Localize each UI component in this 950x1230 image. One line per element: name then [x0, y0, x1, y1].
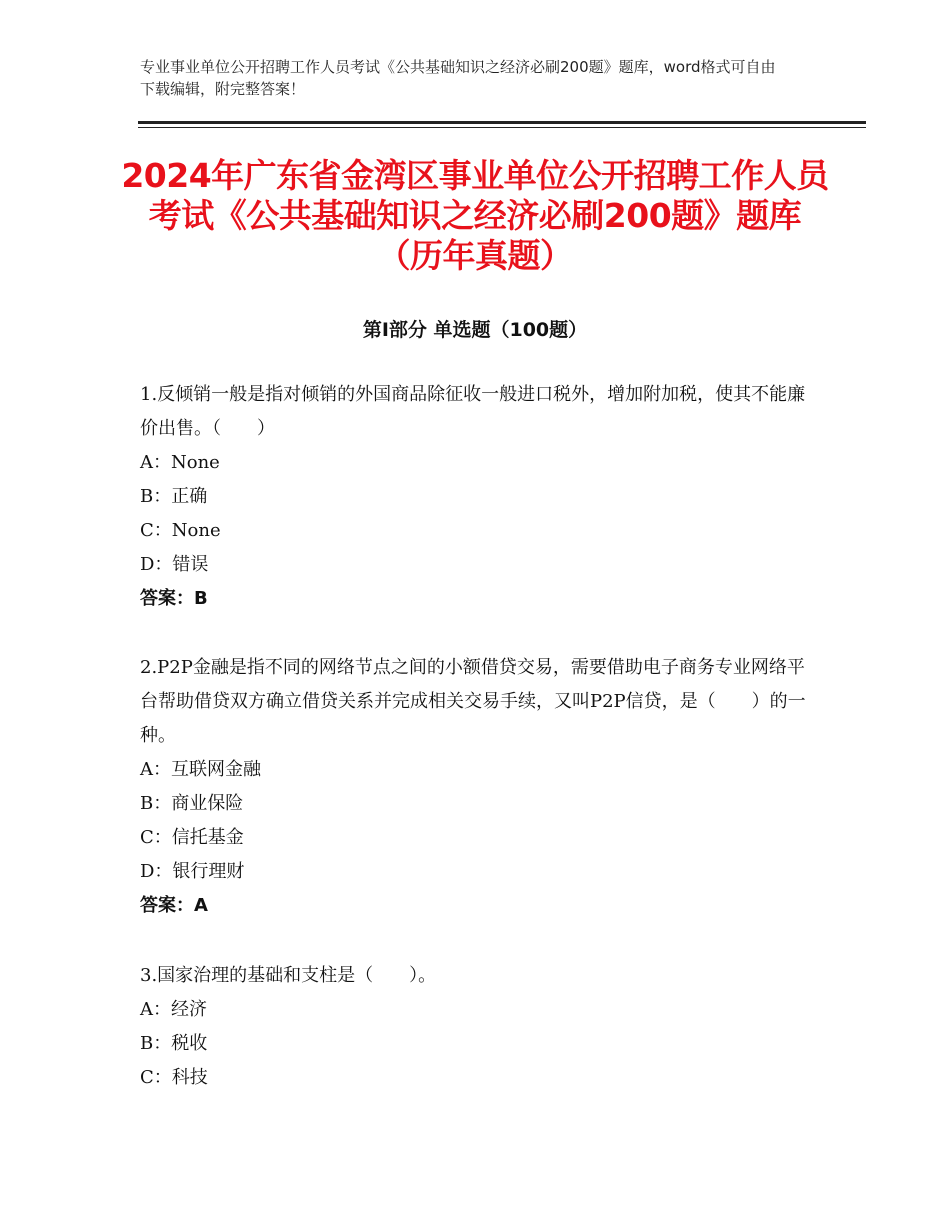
option-c: C：None	[140, 520, 221, 541]
question-text: 2.P2P金融是指不同的网络节点之间的小额借贷交易，需要借助电子商务专业网络平台帮助借贷双方确立借贷关系并完成相关交易手续，又叫P2P信贷，是（ ）的一种。	[140, 657, 806, 746]
header-note: 专业事业单位公开招聘工作人员考试《公共基础知识之经济必刷200题》题库，word格式可自由下载编辑，附完整答案！	[140, 58, 776, 98]
option-b: B：商业保险	[140, 793, 244, 814]
option-a: A：经济	[140, 999, 207, 1020]
document-title: 2024年广东省金湾区事业单位公开招聘工作人员考试《公共基础知识之经济必刷200题》题库（历年真题）	[121, 156, 829, 275]
option-c: C：科技	[140, 1067, 208, 1088]
question-2	[140, 651, 810, 923]
answer: 答案：A	[140, 895, 208, 916]
section-title: 第Ⅰ部分 单选题（100题）	[362, 319, 588, 341]
option-b: B：税收	[140, 1033, 208, 1054]
answer: 答案：B	[140, 588, 208, 609]
header-divider-thick	[138, 121, 866, 124]
header-divider-thin	[138, 127, 866, 128]
question-text: 3.国家治理的基础和支柱是（ ）。	[140, 965, 437, 986]
option-c: C：信托基金	[140, 827, 244, 848]
question-1	[140, 378, 810, 616]
option-a: A：互联网金融	[140, 759, 261, 780]
question-text: 1.反倾销一般是指对倾销的外国商品除征收一般进口税外，增加附加税，使其不能廉价出售。（ ）	[140, 384, 806, 439]
option-d: D：错误	[140, 554, 209, 575]
option-a: A：None	[140, 452, 220, 473]
question-3	[140, 959, 810, 1095]
option-d: D：银行理财	[140, 861, 245, 882]
option-b: B：正确	[140, 486, 208, 507]
